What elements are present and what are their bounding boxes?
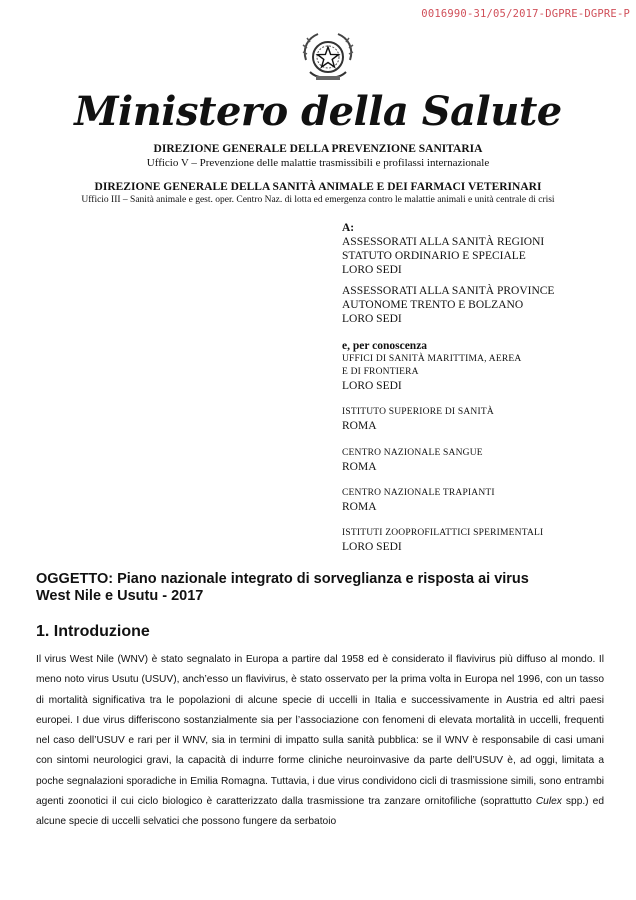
recipient-line: UFFICI DI SANITÀ MARITTIMA, AEREA [342,354,522,364]
to-label: A: [342,222,355,234]
recipient-line: ISTITUTO SUPERIORE DI SANITÀ [342,407,494,417]
directorate-prevention: DIREZIONE GENERALE DELLA PREVENZIONE SANITARIA [153,143,483,155]
body-text-part: Il virus West Nile (WNV) è stato segnalato in Europa a partire dal 1958 ed è considerato il flavivirus più diffuso al mondo. Il meno noto virus Usutu (USUV), anch’esso un flavivirus, è stato osservato per la prima volta in Europa nel 1996, con un tasso di mortalità significativa tra le popolazioni di alcune specie di uccelli in Italia e successivamente in Austria ed altri paesi europei. I due virus differiscono sostanzialmente sia per l’associazione con fenomeni di elevata mortalità in uccelli, frequenti nel caso dell’USUV e rari per il WNV, sia in termini di impatto sulla sanità pubblica: se il WNV è responsabile di casi umani con sintomi neurologici gravi, la capacità di indurre forme cliniche neuroinvasive da parte dell’USUV è, ad oggi, limitata a poche segnalazioni sporadiche in Emilia Romagna. Tuttavia, i due virus condividono cicli di trasmissione simili, sono entrambi agenti zoonotici il cui ciclo biologico è caratterizzato dalla trasmissione tra zanzare ornitofiliche (soprattutto [36,654,604,808]
recipients-to [342,221,544,277]
section-title: 1. Introduzione [36,623,150,640]
ministry-title: Ministero della Salute [74,88,562,135]
recipient-iss [342,406,494,433]
recipient-line: ROMA [342,461,377,473]
body-italic-genus: Culex [535,796,562,808]
recipients-cc [342,339,521,393]
recipients-provinces [342,284,554,326]
protocol-stamp: 0016990-31/05/2017-DGPRE-DGPRE-P [421,8,630,20]
recipient-line: ISTITUTI ZOOPROFILATTICI SPERIMENTALI [342,528,544,538]
subject [36,571,606,605]
recipient-line: LORO SEDI [342,380,402,392]
recipient-line: E DI FRONTIERA [342,367,419,377]
recipient-line: ASSESSORATI ALLA SANITÀ PROVINCE [342,285,555,297]
body-paragraph [36,650,604,833]
republic-emblem-icon [298,30,358,86]
directorate-animal-health: DIREZIONE GENERALE DELLA SANITÀ ANIMALE E DEI FARMACI VETERINARI [94,181,542,193]
recipient-line: ROMA [342,501,377,513]
recipient-line: CENTRO NAZIONALE TRAPIANTI [342,488,495,498]
recipient-line: CENTRO NAZIONALE SANGUE [342,448,483,458]
cc-label: e, per conoscenza [342,340,428,352]
body-text-part: spp.) ed alcune specie di uccelli selvatici che possono fungere da serbatoio [36,796,604,828]
directorate-animal-health-office: Ufficio III – Sanità animale e gest. oper. Centro Naz. di lotta ed emergenza contro le malattie animali e unità centrale di crisi [81,195,555,205]
recipient-line: LORO SEDI [342,264,402,276]
subject-line: OGGETTO: Piano nazionale integrato di sorveglianza e risposta ai virus [36,571,529,587]
recipient-line: ASSESSORATI ALLA SANITÀ REGIONI [342,236,545,248]
recipient-line: AUTONOME TRENTO E BOLZANO [342,299,524,311]
recipient-cnt [342,487,495,514]
recipient-line: STATUTO ORDINARIO E SPECIALE [342,250,526,262]
recipient-cns [342,447,483,474]
recipient-izs [342,527,543,554]
directorate-prevention-office: Ufficio V – Prevenzione delle malattie trasmissibili e profilassi internazionale [146,157,490,169]
recipient-line: LORO SEDI [342,541,402,553]
subject-line: West Nile e Usutu - 2017 [36,588,204,604]
recipient-line: LORO SEDI [342,313,402,325]
recipient-line: ROMA [342,420,377,432]
